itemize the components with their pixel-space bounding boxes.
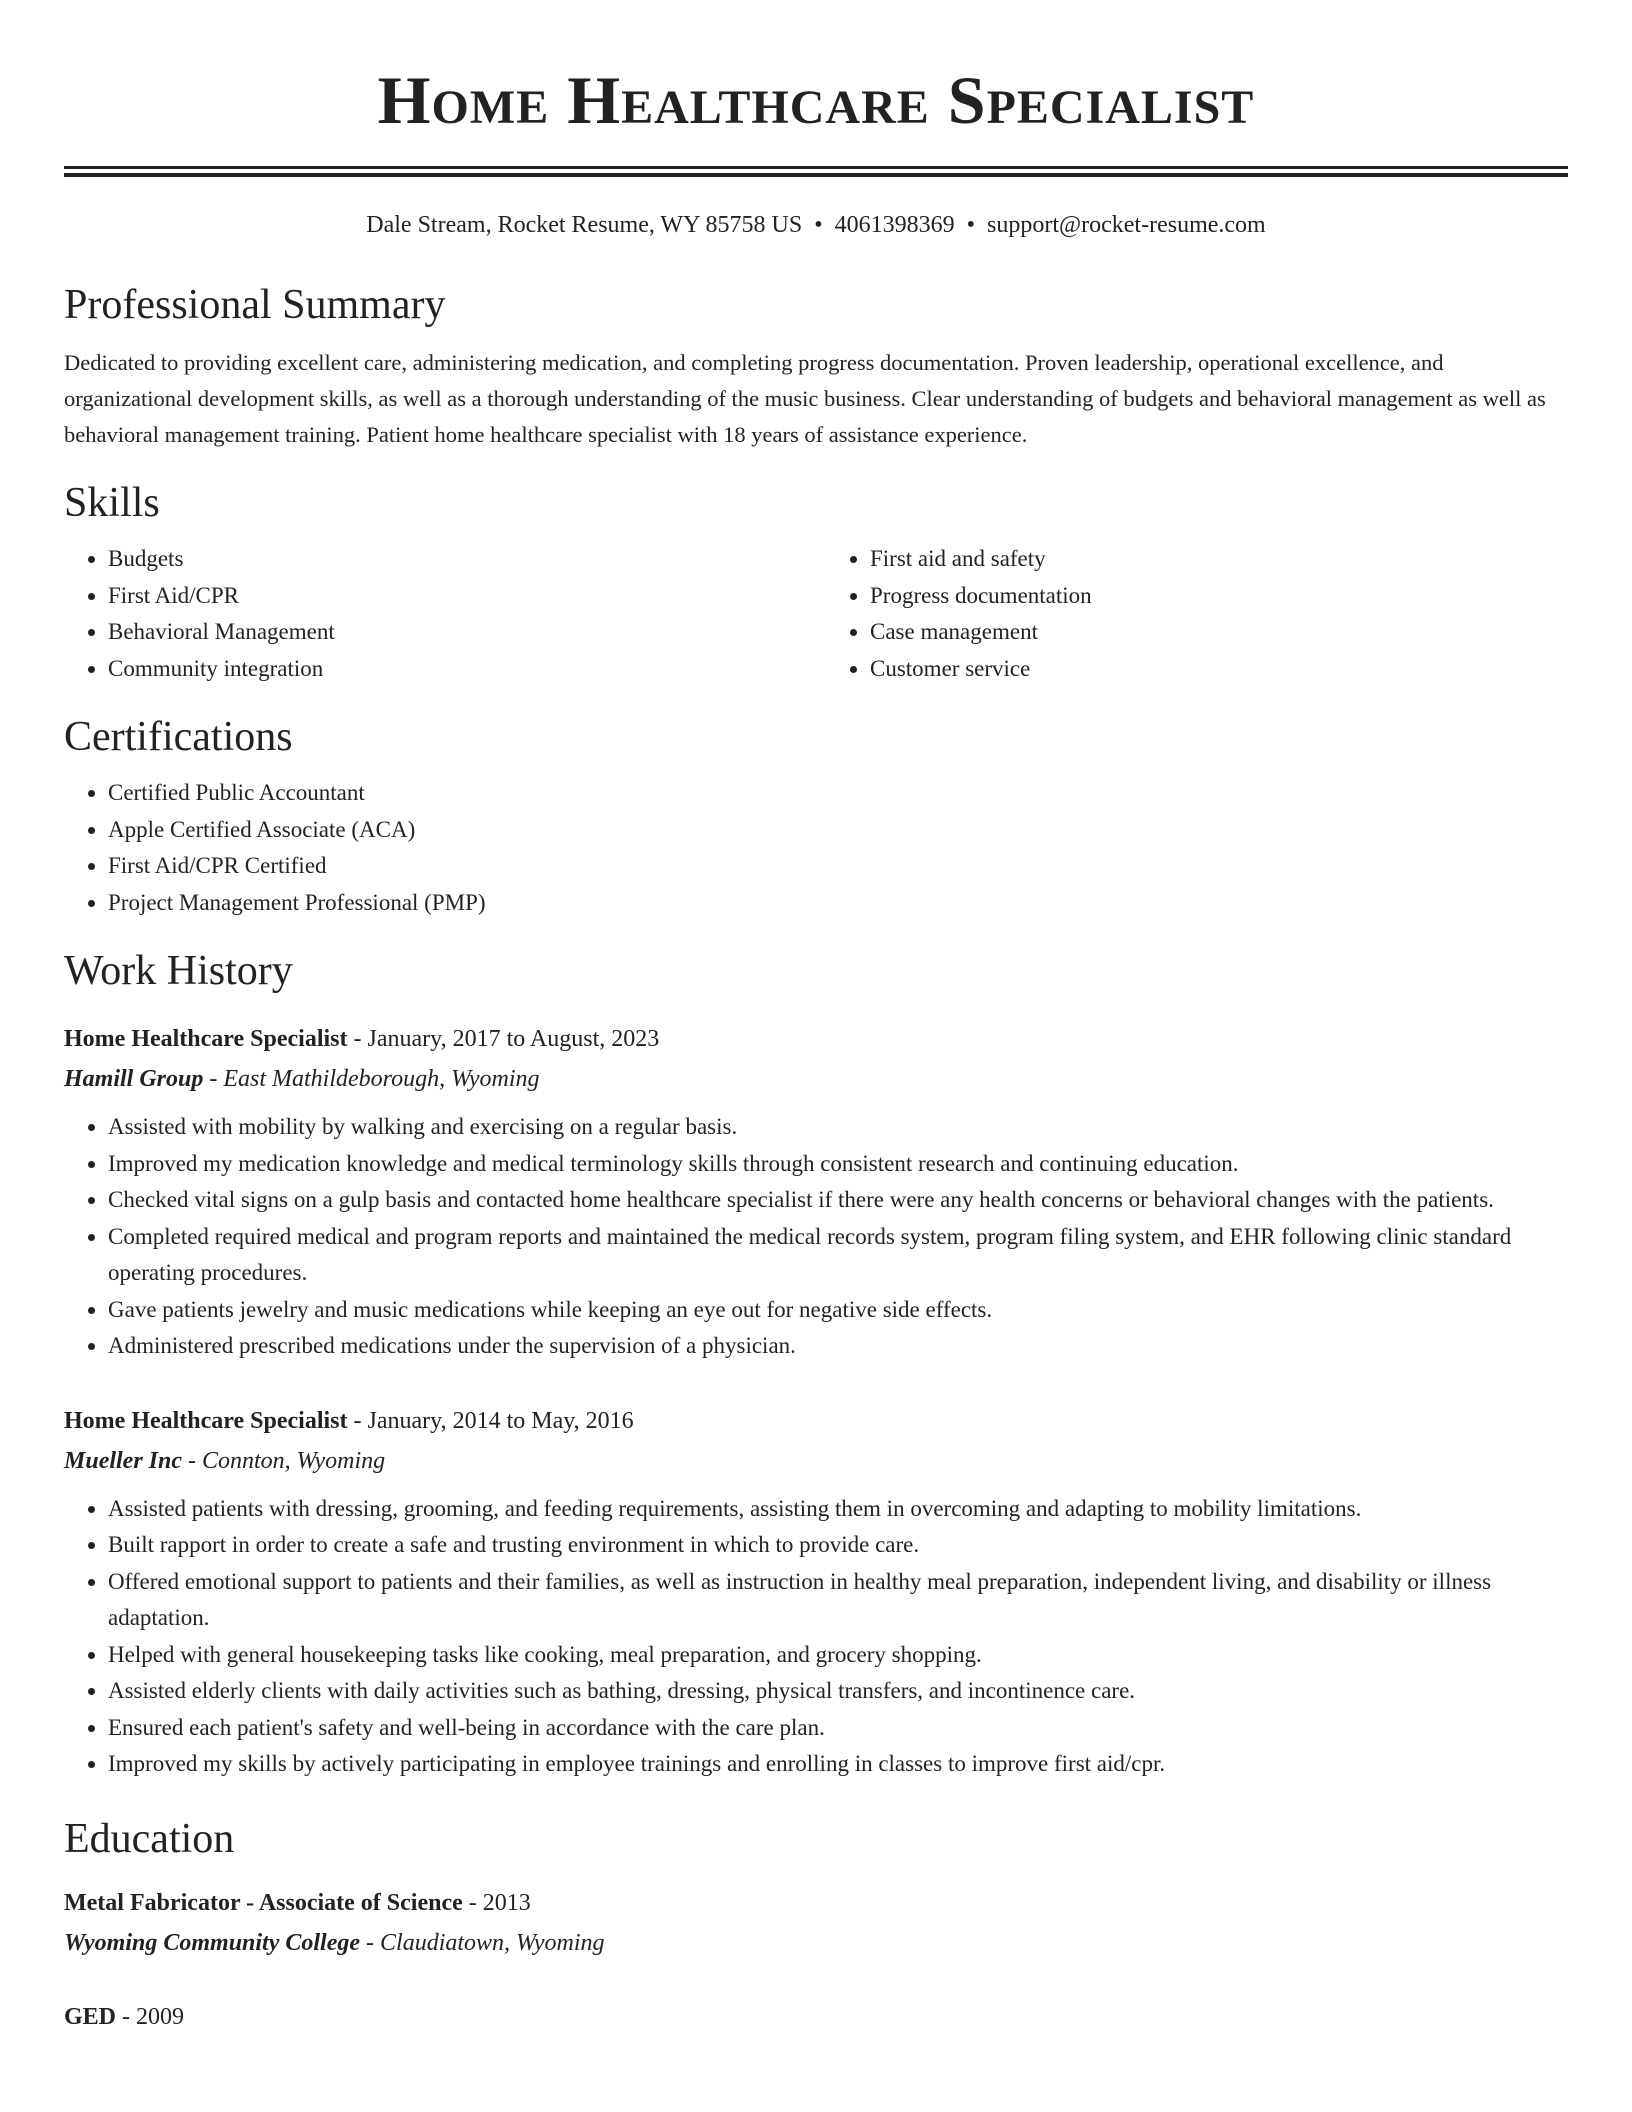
job-bullet: • Improved my medication knowledge and medical terminology skills through consistent research and continuing education. (108, 1146, 1568, 1183)
job-bullet: • Completed required medical and program reports and maintained the medical records system, program filing system, and EHR following clinic standard operating procedures. (108, 1219, 1568, 1292)
job-dates: - January, 2014 to May, 2016 (353, 1407, 634, 1434)
skill-item: • First aid and safety (870, 541, 1568, 578)
section-title-work-history: Work History (64, 948, 293, 994)
skill-item: • Case management (870, 614, 1568, 651)
degree-year: - 2009 (122, 2003, 185, 2030)
skill-item: • Progress documentation (870, 578, 1568, 615)
job-bullet: • Administered prescribed medications under the supervision of a physician. (108, 1328, 1568, 1365)
job-title: Home Healthcare Specialist (64, 1407, 348, 1434)
certification-item: • Apple Certified Associate (ACA) (108, 812, 1568, 849)
certification-item: • First Aid/CPR Certified (108, 848, 1568, 885)
education-entry (64, 1883, 1568, 1963)
education-entry (64, 1997, 1568, 2037)
company-line (64, 1059, 1568, 1099)
job-title-line (64, 1019, 1568, 1059)
section-title-summary: Professional Summary (64, 282, 446, 328)
job-bullet: • Assisted patients with dressing, grooming, and feeding requirements, assisting them in overcoming and adapting to mobility limitations. (108, 1491, 1568, 1528)
header-divider (64, 166, 1568, 177)
job-bullet: • Checked vital signs on a gulp basis and contacted home healthcare specialist if there were any health concerns or behavioral changes with the patients. (108, 1182, 1568, 1219)
degree-line (64, 1997, 1568, 2037)
job-bullet: • Assisted elderly clients with daily activities such as bathing, dressing, physical transfers, and incontinence care. (108, 1673, 1568, 1710)
certification-item: • Project Management Professional (PMP) (108, 885, 1568, 922)
candidate-name: Home Healthcare Specialist (377, 62, 1255, 138)
contact-phone: 4061398369 (834, 212, 955, 238)
contact-address: Dale Stream, Rocket Resume, WY 85758 US (366, 212, 803, 238)
job-bullet: • Assisted with mobility by walking and exercising on a regular basis. (108, 1109, 1568, 1146)
skills-list-left (64, 541, 806, 687)
job-title-line (64, 1401, 1568, 1441)
skills-grid (64, 541, 1568, 687)
job-bullets (64, 1109, 1568, 1365)
degree-name: GED (64, 2003, 117, 2030)
degree-year: - 2013 (468, 1889, 531, 1916)
company-location: - East Mathildeborough, Wyoming (209, 1066, 540, 1092)
job-bullet: • Helped with general housekeeping tasks like cooking, meal preparation, and grocery shopping. (108, 1637, 1568, 1674)
contact-separator: • (966, 212, 976, 238)
skill-item: • Budgets (108, 541, 806, 578)
contact-line (64, 209, 1568, 241)
job-bullet: • Built rapport in order to create a safe and trusting environment in which to provide care. (108, 1527, 1568, 1564)
company-name: Hamill Group (64, 1066, 204, 1092)
section-title-skills: Skills (64, 480, 160, 526)
company-name: Mueller Inc (64, 1447, 183, 1474)
skill-item: • First Aid/CPR (108, 578, 806, 615)
company-line (64, 1441, 1568, 1481)
job-title: Home Healthcare Specialist (64, 1026, 348, 1052)
school-location: - Claudiatown, Wyoming (366, 1929, 605, 1956)
job-bullet: • Improved my skills by actively participating in employee trainings and enrolling in classes to improve first aid/cpr. (108, 1746, 1568, 1783)
job-bullets (64, 1491, 1568, 1783)
job-dates: - January, 2017 to August, 2023 (353, 1026, 660, 1052)
job-bullet: • Ensured each patient's safety and well-being in accordance with the care plan. (108, 1710, 1568, 1747)
skills-list-right (826, 541, 1568, 687)
job-entry (64, 1019, 1568, 1365)
school-line (64, 1923, 1568, 1963)
certifications-list (64, 775, 1568, 921)
summary-text: Dedicated to providing excellent care, administering medication, and completing progress documentation. Proven leadership, operational excellence, and organizational development skills, as well as a thorough understanding of the music business. Clear understanding of budgets and behavioral management as well as behavioral management training. Patient home healthcare specialist with 18 years of assistance experience. (64, 350, 1546, 447)
school-name: Wyoming Community College (64, 1929, 361, 1956)
contact-separator: • (814, 212, 823, 238)
section-title-education: Education (64, 1815, 235, 1862)
job-bullet: • Offered emotional support to patients and their families, as well as instruction in healthy meal preparation, independent living, and disability or illness adaptation. (108, 1564, 1568, 1637)
section-title-certifications: Certifications (64, 714, 293, 760)
degree-name: Metal Fabricator - Associate of Science (64, 1889, 463, 1916)
skill-item: • Customer service (870, 651, 1568, 688)
skill-item: • Behavioral Management (108, 614, 806, 651)
skill-item: • Community integration (108, 651, 806, 688)
degree-line (64, 1883, 1568, 1923)
certification-item: • Certified Public Accountant (108, 775, 1568, 812)
job-bullet: • Gave patients jewelry and music medications while keeping an eye out for negative side effects. (108, 1292, 1568, 1329)
company-location: - Connton, Wyoming (188, 1447, 386, 1474)
job-entry (64, 1401, 1568, 1783)
contact-email: support@rocket-resume.com (987, 212, 1266, 238)
